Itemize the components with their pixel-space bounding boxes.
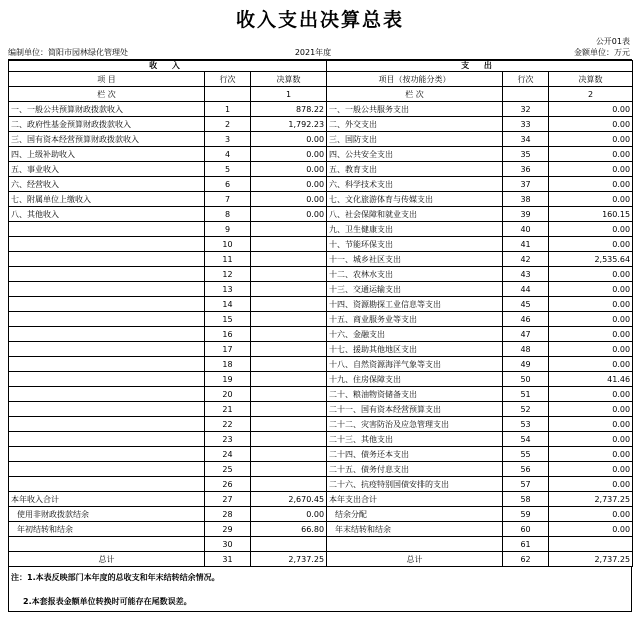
table-row [9,462,633,477]
income-line-header: 行次 [205,72,251,87]
income-amount-cell: 2,670.45 [251,492,327,507]
expense-amount-header: 决算数 [549,72,633,87]
expense-line-cell: 49 [503,357,549,372]
table-row [9,207,633,222]
table-row [9,327,633,342]
expense-line-cell: 60 [503,522,549,537]
expense-line-cell: 48 [503,342,549,357]
income-line-cell: 23 [205,432,251,447]
table-row [9,297,633,312]
expense-amount-cell: 0.00 [549,222,633,237]
expense-amount-cell: 0.00 [549,267,633,282]
income-line-cell: 22 [205,417,251,432]
expense-line-cell: 51 [503,387,549,402]
expense-line-cell: 56 [503,462,549,477]
table-row [9,312,633,327]
expense-amount-cell: 0.00 [549,297,633,312]
expense-amount-cell: 0.00 [549,102,633,117]
expense-item-cell: 十六、金融支出 [327,327,503,342]
income-section-header: 收 入 [9,61,327,72]
income-item-cell [9,432,205,447]
expense-amount-cell: 41.46 [549,372,633,387]
expense-line-cell: 42 [503,252,549,267]
expense-amount-cell: 0.00 [549,507,633,522]
table-row [9,162,633,177]
expense-line-cell: 33 [503,117,549,132]
income-item-cell: 使用非财政拨款结余 [9,507,205,522]
expense-amount-cell: 0.00 [549,162,633,177]
income-item-cell: 本年收入合计 [9,492,205,507]
expense-amount-cell: 0.00 [549,192,633,207]
expense-item-cell: 五、教育支出 [327,162,503,177]
expense-line-cell: 35 [503,147,549,162]
expense-item-cell: 十九、住房保障支出 [327,372,503,387]
income-amount-cell: 0.00 [251,192,327,207]
expense-item-cell: 年末结转和结余 [327,522,503,537]
income-amount-cell: 0.00 [251,507,327,522]
income-line-cell: 25 [205,462,251,477]
income-item-cell [9,402,205,417]
income-item-cell: 六、经营收入 [9,177,205,192]
expense-line-cell: 52 [503,402,549,417]
section-row [9,61,633,72]
income-line-cell: 9 [205,222,251,237]
expense-amount-cell: 0.00 [549,177,633,192]
expense-item-cell: 二十五、债务付息支出 [327,462,503,477]
year-label: 2021年度 [294,48,332,57]
table-row [9,492,633,507]
income-amount-cell: 0.00 [251,147,327,162]
table-row [9,507,633,522]
income-line-cell: 20 [205,387,251,402]
income-line-cell: 11 [205,252,251,267]
income-item-cell [9,537,205,552]
expense-col-blank [503,87,549,102]
expense-line-cell: 54 [503,432,549,447]
income-item-cell [9,222,205,237]
income-line-cell: 24 [205,447,251,462]
expense-amount-cell: 0.00 [549,447,633,462]
income-col-blank [205,87,251,102]
income-item-cell: 四、上级补助收入 [9,147,205,162]
form-code: 公开01表 [595,37,630,46]
expense-item-cell: 七、文化旅游体育与传媒支出 [327,192,503,207]
income-amount-cell [251,477,327,492]
income-line-cell: 8 [205,207,251,222]
table-row [9,342,633,357]
expense-line-cell: 55 [503,447,549,462]
income-line-cell: 28 [205,507,251,522]
income-line-cell: 31 [205,552,251,567]
table-row [9,447,633,462]
table-row [9,192,633,207]
income-item-cell: 一、一般公共预算财政拨款收入 [9,102,205,117]
note-2: 2.本套报表金额单位转换时可能存在尾数误差。 [23,597,192,606]
expense-amount-cell: 0.00 [549,342,633,357]
income-item-cell: 五、事业收入 [9,162,205,177]
expense-item-cell: 十八、自然资源海洋气象等支出 [327,357,503,372]
table-row [9,267,633,282]
income-item-cell [9,342,205,357]
expense-line-cell: 50 [503,372,549,387]
expense-line-header: 行次 [503,72,549,87]
expense-line-cell: 39 [503,207,549,222]
header-row [9,72,633,87]
income-item-cell [9,297,205,312]
income-line-cell: 26 [205,477,251,492]
expense-line-cell: 40 [503,222,549,237]
expense-item-header: 项目（按功能分类） [327,72,503,87]
income-item-cell [9,237,205,252]
expense-amount-cell: 0.00 [549,237,633,252]
table-row [9,432,633,447]
expense-line-cell: 37 [503,177,549,192]
income-item-cell [9,312,205,327]
expense-item-cell: 二十四、债务还本支出 [327,447,503,462]
note-1: 注：1.本表反映部门本年度的总收支和年末结转结余情况。 [11,573,220,582]
expense-item-cell: 二、外交支出 [327,117,503,132]
income-item-cell [9,372,205,387]
expense-item-cell: 十、节能环保支出 [327,237,503,252]
income-item-cell [9,387,205,402]
expense-amount-cell: 0.00 [549,132,633,147]
expense-amount-cell: 2,737.25 [549,552,633,567]
expense-item-cell: 十七、援助其他地区支出 [327,342,503,357]
table-row [9,372,633,387]
expense-col-number: 2 [549,87,633,102]
table-row [9,102,633,117]
income-col-label: 栏 次 [9,87,205,102]
currency-label: 金额单位：万元 [574,48,630,57]
income-item-cell [9,417,205,432]
table-row [9,252,633,267]
expense-item-cell: 二十二、灾害防治及应急管理支出 [327,417,503,432]
income-item-cell: 七、附属单位上缴收入 [9,192,205,207]
income-line-cell: 7 [205,192,251,207]
income-item-cell [9,267,205,282]
income-line-cell: 18 [205,357,251,372]
income-line-cell: 21 [205,402,251,417]
table-row [9,177,633,192]
expense-line-cell: 34 [503,132,549,147]
expense-item-cell: 十三、交通运输支出 [327,282,503,297]
expense-amount-cell: 0.00 [549,327,633,342]
income-line-cell: 12 [205,267,251,282]
income-amount-cell [251,387,327,402]
expense-line-cell: 44 [503,282,549,297]
income-line-cell: 16 [205,327,251,342]
expense-item-cell: 十五、商业服务业等支出 [327,312,503,327]
expense-amount-cell: 0.00 [549,282,633,297]
table-row [9,537,633,552]
income-line-cell: 15 [205,312,251,327]
income-item-header: 项 目 [9,72,205,87]
income-col-number: 1 [251,87,327,102]
income-line-cell: 19 [205,372,251,387]
income-amount-cell: 1,792.23 [251,117,327,132]
expense-item-cell: 三、国防支出 [327,132,503,147]
income-amount-cell [251,282,327,297]
income-amount-cell [251,297,327,312]
expense-line-cell: 41 [503,237,549,252]
expense-amount-cell: 0.00 [549,357,633,372]
expense-item-cell: 六、科学技术支出 [327,177,503,192]
table-row [9,117,633,132]
income-item-cell: 三、国有资本经营预算财政拨款收入 [9,132,205,147]
notes-box [8,567,632,612]
expense-amount-cell: 0.00 [549,417,633,432]
meta-row [8,47,632,60]
income-line-cell: 2 [205,117,251,132]
income-amount-cell [251,252,327,267]
expense-amount-cell: 0.00 [549,432,633,447]
expense-item-cell: 四、公共安全支出 [327,147,503,162]
expense-amount-cell: 0.00 [549,387,633,402]
income-line-cell: 29 [205,522,251,537]
expense-col-label: 栏 次 [327,87,503,102]
income-item-cell [9,282,205,297]
expense-line-cell: 46 [503,312,549,327]
summary-table [8,60,633,567]
income-amount-cell: 0.00 [251,162,327,177]
expense-amount-cell: 0.00 [549,312,633,327]
expense-item-cell: 二十六、抗疫特别国债安排的支出 [327,477,503,492]
income-line-cell: 1 [205,102,251,117]
expense-item-cell: 二十一、国有资本经营预算支出 [327,402,503,417]
expense-line-cell: 45 [503,297,549,312]
expense-amount-cell [549,537,633,552]
income-amount-cell [251,537,327,552]
income-item-cell [9,477,205,492]
table-row [9,282,633,297]
income-amount-cell [251,462,327,477]
income-line-cell: 14 [205,297,251,312]
expense-item-cell [327,537,503,552]
expense-item-cell: 二十三、其他支出 [327,432,503,447]
expense-item-cell: 九、卫生健康支出 [327,222,503,237]
expense-amount-cell: 0.00 [549,462,633,477]
table-row [9,402,633,417]
expense-item-cell: 一、一般公共服务支出 [327,102,503,117]
income-item-cell: 二、政府性基金预算财政拨款收入 [9,117,205,132]
income-line-cell: 27 [205,492,251,507]
income-amount-cell: 0.00 [251,177,327,192]
expense-amount-cell: 2,737.25 [549,492,633,507]
report-sheet [8,6,632,612]
income-line-cell: 10 [205,237,251,252]
expense-line-cell: 38 [503,192,549,207]
expense-item-cell: 结余分配 [327,507,503,522]
income-line-cell: 3 [205,132,251,147]
income-item-cell [9,462,205,477]
income-amount-cell [251,432,327,447]
income-amount-cell: 0.00 [251,132,327,147]
table-row [9,237,633,252]
table-row [9,417,633,432]
expense-line-cell: 61 [503,537,549,552]
expense-item-cell: 本年支出合计 [327,492,503,507]
income-amount-cell: 0.00 [251,207,327,222]
income-amount-cell: 2,737.25 [251,552,327,567]
expense-item-cell: 八、社会保障和就业支出 [327,207,503,222]
table-row [9,552,633,567]
income-amount-cell [251,372,327,387]
table-row [9,522,633,537]
expense-amount-cell: 0.00 [549,147,633,162]
expense-amount-cell: 0.00 [549,117,633,132]
income-item-cell: 总计 [9,552,205,567]
income-amount-cell: 878.22 [251,102,327,117]
expense-item-cell: 总计 [327,552,503,567]
income-item-cell [9,327,205,342]
income-amount-cell [251,312,327,327]
expense-amount-cell: 0.00 [549,477,633,492]
income-line-cell: 30 [205,537,251,552]
income-amount-cell: 66.80 [251,522,327,537]
expense-amount-cell: 0.00 [549,402,633,417]
expense-line-cell: 57 [503,477,549,492]
column-index-row [9,87,633,102]
expense-line-cell: 53 [503,417,549,432]
income-amount-cell [251,267,327,282]
table-row [9,147,633,162]
expense-item-cell: 二十、粮油物资储备支出 [327,387,503,402]
expense-item-cell: 十二、农林水支出 [327,267,503,282]
table-row [9,477,633,492]
income-amount-cell [251,402,327,417]
income-amount-header: 决算数 [251,72,327,87]
income-line-cell: 17 [205,342,251,357]
income-item-cell [9,252,205,267]
income-amount-cell [251,327,327,342]
expense-amount-cell: 2,535.64 [549,252,633,267]
expense-line-cell: 58 [503,492,549,507]
income-line-cell: 4 [205,147,251,162]
expense-section-header: 支 出 [327,61,633,72]
unit-label: 编制单位：简阳市园林绿化管理处 [8,48,128,57]
income-line-cell: 5 [205,162,251,177]
income-amount-cell [251,357,327,372]
expense-line-cell: 47 [503,327,549,342]
expense-amount-cell: 160.15 [549,207,633,222]
income-amount-cell [251,222,327,237]
income-amount-cell [251,342,327,357]
income-amount-cell [251,237,327,252]
expense-line-cell: 32 [503,102,549,117]
expense-line-cell: 36 [503,162,549,177]
income-item-cell [9,357,205,372]
expense-amount-cell: 0.00 [549,522,633,537]
table-row [9,357,633,372]
income-line-cell: 13 [205,282,251,297]
income-item-cell: 年初结转和结余 [9,522,205,537]
income-item-cell [9,447,205,462]
expense-line-cell: 59 [503,507,549,522]
income-amount-cell [251,447,327,462]
expense-item-cell: 十四、资源勘探工业信息等支出 [327,297,503,312]
income-amount-cell [251,417,327,432]
income-line-cell: 6 [205,177,251,192]
page-title: 收入支出决算总表 [235,9,404,31]
expense-item-cell: 十一、城乡社区支出 [327,252,503,267]
table-row [9,387,633,402]
table-row [9,222,633,237]
expense-line-cell: 43 [503,267,549,282]
expense-line-cell: 62 [503,552,549,567]
income-item-cell: 八、其他收入 [9,207,205,222]
table-row [9,132,633,147]
